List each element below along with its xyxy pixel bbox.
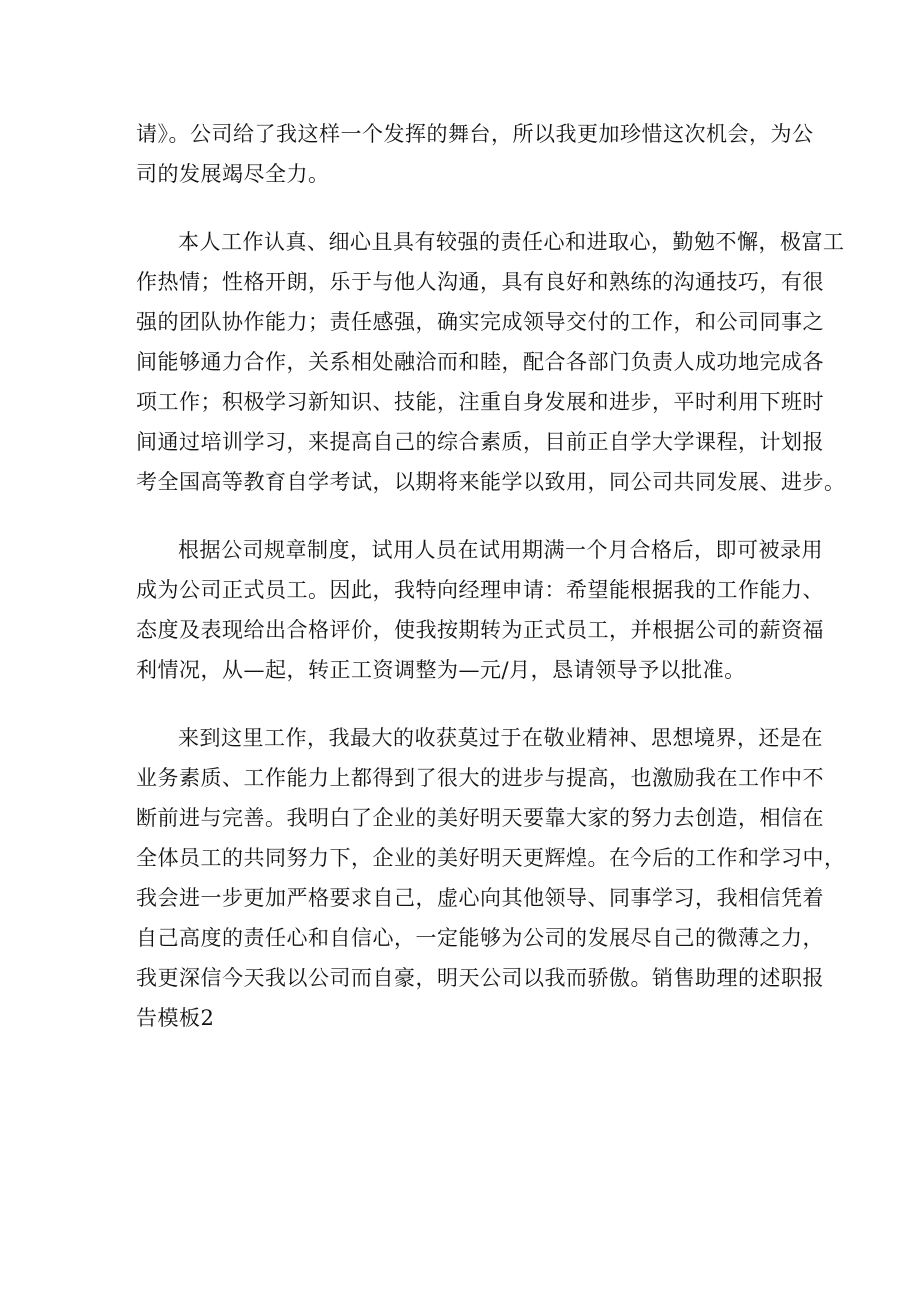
document-body bbox=[136, 114, 846, 1038]
paragraph-line: 作热情；性格开朗，乐于与他人沟通，具有良好和熟练的沟通技巧，有很 bbox=[136, 270, 824, 294]
paragraph-line: 告模板2 bbox=[136, 1006, 215, 1030]
paragraph-line: 态度及表现给出合格评价，使我按期转为正式员工，并根据公司的薪资福 bbox=[136, 618, 824, 642]
paragraph-line: 成为公司正式员工。因此，我特向经理申请：希望能根据我的工作能力、 bbox=[136, 578, 824, 602]
paragraph-2 bbox=[136, 222, 846, 502]
paragraph-line: 断前进与完善。我明白了企业的美好明天要靠大家的努力去创造，相信在 bbox=[136, 806, 824, 830]
paragraph-line: 司的发展竭尽全力。 bbox=[136, 162, 330, 186]
paragraph-line: 考全国高等教育自学考试，以期将来能学以致用，同公司共同发展、进步。 bbox=[136, 470, 846, 494]
paragraph-gap bbox=[136, 690, 786, 718]
paragraph-line: 自己高度的责任心和自信心，一定能够为公司的发展尽自己的微薄之力， bbox=[136, 926, 824, 950]
paragraph-line: 来到这里工作，我最大的收获莫过于在敬业精神、思想境界，还是在 bbox=[178, 726, 823, 750]
paragraph-line: 间通过培训学习，来提高自己的综合素质，目前正自学大学课程，计划报 bbox=[136, 430, 824, 454]
paragraph-line: 利情况，从—起，转正工资调整为—元/月，恳请领导予以批准。 bbox=[136, 658, 746, 682]
paragraph-gap bbox=[136, 502, 786, 530]
paragraph-line: 本人工作认真、细心且具有较强的责任心和进取心，勤勉不懈，极富工 bbox=[178, 230, 845, 254]
paragraph-3 bbox=[136, 530, 824, 690]
paragraph-line: 请》。公司给了我这样一个发挥的舞台，所以我更加珍惜这次机会，为公 bbox=[136, 122, 814, 146]
paragraph-line: 根据公司规章制度，试用人员在试用期满一个月合格后，即可被录用 bbox=[178, 538, 823, 562]
paragraph-line: 我更深信今天我以公司而自豪，明天公司以我而骄傲。销售助理的述职报 bbox=[136, 966, 824, 990]
paragraph-line: 强的团队协作能力；责任感强，确实完成领导交付的工作，和公司同事之 bbox=[136, 310, 824, 334]
paragraph-line: 我会进一步更加严格要求自己，虚心向其他领导、同事学习，我相信凭着 bbox=[136, 886, 824, 910]
paragraph-1 bbox=[136, 114, 814, 194]
paragraph-line: 项工作；积极学习新知识、技能，注重自身发展和进步，平时利用下班时 bbox=[136, 390, 824, 414]
paragraph-line: 全体员工的共同努力下，企业的美好明天更辉煌。在今后的工作和学习中， bbox=[136, 846, 846, 870]
paragraph-4 bbox=[136, 718, 846, 1038]
paragraph-line: 业务素质、工作能力上都得到了很大的进步与提高，也激励我在工作中不 bbox=[136, 766, 824, 790]
paragraph-gap bbox=[136, 194, 786, 222]
paragraph-line: 间能够通力合作，关系相处融洽而和睦，配合各部门负责人成功地完成各 bbox=[136, 350, 824, 374]
